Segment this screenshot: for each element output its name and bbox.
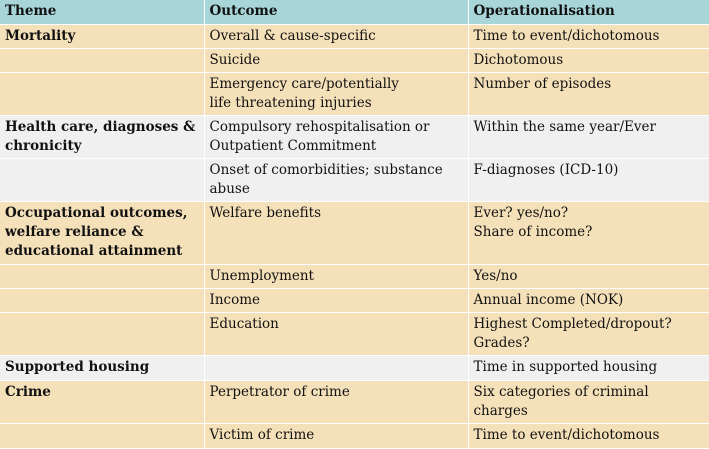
theme-cell <box>0 356 204 381</box>
outcome-cell <box>204 116 468 159</box>
table-row <box>0 73 709 116</box>
theme-cell-text: Health care, diagnoses & <box>5 119 196 135</box>
outcome-cell <box>204 424 468 449</box>
outcome-cell <box>204 381 468 424</box>
theme-cell <box>0 73 204 116</box>
theme-cell <box>0 202 204 265</box>
operationalisation-cell-text: Time to event/dichotomous <box>473 28 660 44</box>
header-outcome: Outcome <box>204 0 468 25</box>
table-row <box>0 424 709 449</box>
operationalisation-cell-text: Share of income? <box>473 224 593 240</box>
outcome-cell-text: Unemployment <box>209 268 314 284</box>
operationalisation-cell <box>468 289 709 313</box>
outcome-cell-text: Emergency care/potentially <box>209 76 399 92</box>
theme-cell-text: welfare reliance & <box>5 224 144 240</box>
outcome-cell-text: Welfare benefits <box>209 205 322 221</box>
outcome-cell <box>204 289 468 313</box>
operationalisation-cell <box>468 116 709 159</box>
outcome-cell-text: Overall & cause-specific <box>209 28 376 44</box>
operationalisation-cell-text: Six categories of criminal charges <box>473 384 649 419</box>
theme-cell-text: chronicity <box>5 138 82 154</box>
outcome-cell <box>204 356 468 381</box>
table-row <box>0 159 709 202</box>
outcome-cell-text: Perpetrator of crime <box>209 384 350 400</box>
operationalisation-cell <box>468 265 709 289</box>
table-row <box>0 49 709 73</box>
outcome-cell <box>204 159 468 202</box>
outcome-cell <box>204 202 468 265</box>
operationalisation-cell-text: Annual income (NOK) <box>473 292 624 308</box>
operationalisation-cell-text: Yes/no <box>473 268 518 284</box>
operationalisation-cell <box>468 49 709 73</box>
table-row <box>0 289 709 313</box>
operationalisation-cell-text: Highest Completed/dropout? <box>473 316 672 332</box>
operationalisation-cell-text: Dichotomous <box>473 52 564 68</box>
outcome-cell <box>204 25 468 49</box>
operationalisation-cell-text: Time to event/dichotomous <box>473 427 660 443</box>
header-operationalisation: Operationalisation <box>468 0 709 25</box>
outcome-cell-text: Suicide <box>209 52 261 68</box>
theme-cell-text: Supported housing <box>5 359 150 375</box>
theme-cell <box>0 381 204 424</box>
table-row <box>0 265 709 289</box>
theme-cell <box>0 289 204 313</box>
theme-cell <box>0 313 204 356</box>
outcome-cell-text: Victim of crime <box>209 427 315 443</box>
table-row <box>0 356 709 381</box>
operationalisation-cell <box>468 159 709 202</box>
operationalisation-cell <box>468 202 709 265</box>
theme-cell <box>0 424 204 449</box>
operationalisation-cell <box>468 424 709 449</box>
table-row <box>0 25 709 49</box>
operationalisation-cell-text: Number of episodes <box>473 76 612 92</box>
table-header <box>0 0 709 25</box>
operationalisation-cell-text: Grades? <box>473 335 530 351</box>
outcome-cell-text: Education <box>209 316 279 332</box>
theme-cell <box>0 116 204 159</box>
operationalisation-cell <box>468 356 709 381</box>
table-row <box>0 313 709 356</box>
outcome-cell <box>204 73 468 116</box>
table-row <box>0 116 709 159</box>
outcome-cell-text: Income <box>209 292 261 308</box>
header-theme: Theme <box>0 0 204 25</box>
operationalisation-cell <box>468 73 709 116</box>
theme-cell <box>0 49 204 73</box>
outcome-cell-text: Outpatient Commitment <box>209 138 377 154</box>
theme-cell-text: Crime <box>5 384 51 400</box>
theme-cell-text: Mortality <box>5 28 76 44</box>
outcome-cell <box>204 49 468 73</box>
outcome-cell-text: Compulsory rehospitalisation or <box>209 119 430 135</box>
outcome-cell-text: life threatening injuries <box>209 95 372 111</box>
theme-cell-text: Occupational outcomes, <box>5 205 188 221</box>
operationalisation-cell <box>468 25 709 49</box>
outcome-cell <box>204 313 468 356</box>
outcome-cell-text: Onset of comorbidities; substance abuse <box>209 162 443 197</box>
outcome-cell <box>204 265 468 289</box>
operationalisation-cell-text: Time in supported housing <box>473 359 658 375</box>
operationalisation-cell <box>468 381 709 424</box>
operationalisation-cell-text: Within the same year/Ever <box>473 119 656 135</box>
theme-cell-text: educational attainment <box>5 243 183 259</box>
table-body <box>0 25 709 449</box>
operationalisation-cell-text: Ever? yes/no? <box>473 205 569 221</box>
theme-cell <box>0 25 204 49</box>
operationalisation-cell <box>468 313 709 356</box>
header-row <box>0 0 709 25</box>
table-row <box>0 202 709 265</box>
theme-cell <box>0 265 204 289</box>
table-row <box>0 381 709 424</box>
theme-cell <box>0 159 204 202</box>
operationalisation-cell-text: F-diagnoses (ICD-10) <box>473 162 619 178</box>
